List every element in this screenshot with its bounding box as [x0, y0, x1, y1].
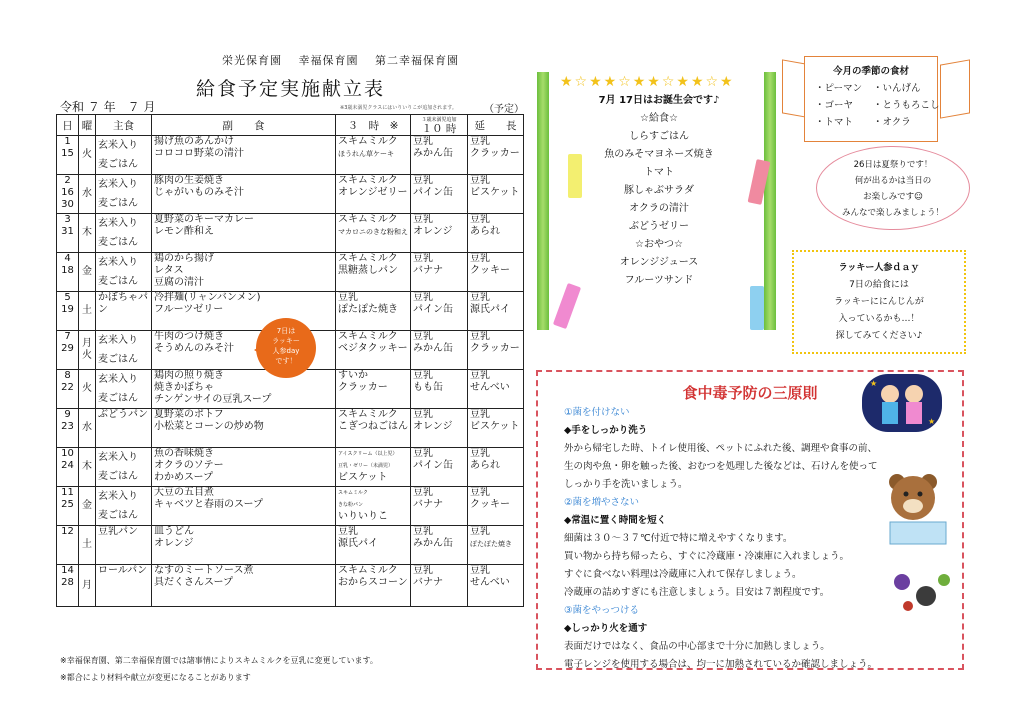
cell-staple: 玄米入り 麦ごはん [96, 214, 152, 253]
cell-side: 鶏肉の照り焼き 焼きかぼちゃ チンゲンサイの豆乳スープ [152, 370, 336, 409]
cell-staple: 玄米入り 麦ごはん [96, 253, 152, 292]
seasonal-ingredients [804, 56, 938, 142]
birthday-menu [561, 92, 757, 328]
cell-ten: 豆乳 パイン缶 [411, 175, 468, 214]
cell-extended: 豆乳 クッキー [468, 253, 524, 292]
table-row [57, 253, 524, 292]
table-row [57, 526, 524, 565]
cell-side: 冷拌麺(リャンバンメン) フルーツゼリー [152, 292, 336, 331]
nursery-names: 栄光保育園 幸福保育園 第二幸福保育園 [222, 54, 459, 67]
cell-ten: 豆乳 みかん缶 [411, 331, 468, 370]
header-under3: ３歳未満児追加 [421, 117, 457, 123]
rule-1-heading: ①菌を付けない [564, 407, 630, 418]
cell-ten: 豆乳 もも缶 [411, 370, 468, 409]
cell-date: 9 23 [57, 409, 79, 448]
header-date: 日 [57, 115, 79, 136]
cell-extended: 豆乳 せんべい [468, 565, 524, 607]
cell-snack3: スキムミルク マカロニのきな粉和え [336, 214, 411, 253]
cell-snack3: 豆乳 源氏パイ [336, 526, 411, 565]
cell-snack3: スキムミルク ほうれん草ケーキ [336, 136, 411, 175]
header-dow: 曜 [79, 115, 96, 136]
table-row [57, 136, 524, 175]
cell-extended: 豆乳 せんべい [468, 370, 524, 409]
season-item: ・オクラ [873, 117, 911, 128]
cell-dow: 月 火 [79, 331, 96, 370]
summer-festival-note [816, 146, 970, 230]
birthday-oyatsu-label: ☆おやつ☆ [635, 239, 683, 250]
cell-dow: 火 [79, 370, 96, 409]
month-label: 令和 ７ 年 ７ 月 [60, 100, 156, 114]
lucky-title: ラッキー人参ｄａｙ [838, 263, 920, 273]
cell-snack3: 豆乳 ぽたぽた焼き [336, 292, 411, 331]
rule-2-text: 買い物から持ち帰ったら、すぐに冷蔵庫・冷凍庫に入れましょう。 [564, 551, 850, 562]
rule-1-text: しっかり手を洗いましょう。 [564, 479, 688, 490]
rule-3-heading: ③菌をやっつける [564, 605, 640, 616]
cell-snack3: スキムミルク 黒糖蒸しパン [336, 253, 411, 292]
header-ten-label: １０ 時 [421, 123, 457, 135]
cell-side: 夏野菜のポトフ 小松菜とコーンの炒め物 [152, 409, 336, 448]
cell-dow: 木 [79, 448, 96, 487]
cell-staple: 玄米入り 麦ごはん [96, 175, 152, 214]
cell-date: 1 15 [57, 136, 79, 175]
cell-date: 10 24 [57, 448, 79, 487]
season-item: ・とうもろこし [873, 100, 940, 111]
cell-date: 5 19 [57, 292, 79, 331]
birthday-kyushoku-label: ☆給食☆ [640, 113, 678, 124]
cell-dow: 木 [79, 214, 96, 253]
cell-dow: 水 [79, 175, 96, 214]
lucky-line: 入っているかも…！ [838, 314, 920, 324]
rule-2-text: 冷蔵庫の詰めすぎにも注意しましょう。目安は７割程度です。 [564, 587, 830, 598]
birthday-item: ぶどうゼリー [629, 221, 689, 232]
rule-1-text: 生の肉や魚・卵を触った後、おむつを処理した後などは、石けんを使って [564, 461, 878, 472]
birthday-snack: オレンジジュース [619, 257, 699, 268]
cell-side: 揚げ魚のあんかけ コロコロ野菜の清汁 [152, 136, 336, 175]
cell-dow: 土 [79, 292, 96, 331]
cell-staple: 豆乳パン [96, 526, 152, 565]
cell-side: 夏野菜のキーマカレー レモン酢和え [152, 214, 336, 253]
rule-1-text: 外から帰宅した時、トイレ使用後、ペットにふれた後、調理や食事の前、 [564, 443, 878, 454]
cell-date: 8 22 [57, 370, 79, 409]
lucky-carrot-day [792, 250, 966, 354]
header-staple: 主食 [96, 115, 152, 136]
page-title: 給食予定実施献立表 [196, 78, 386, 100]
cell-dow: 火 [79, 136, 96, 175]
cell-extended: 豆乳 ぽたぽた焼き [468, 526, 524, 565]
germs-icon [886, 568, 956, 616]
cell-extended: 豆乳 源氏パイ [468, 292, 524, 331]
cell-extended: 豆乳 あられ [468, 448, 524, 487]
cell-extended: 豆乳 あられ [468, 214, 524, 253]
cell-ten: 豆乳 パイン缶 [411, 448, 468, 487]
bamboo-left [537, 72, 549, 330]
table-row [57, 487, 524, 526]
cell-staple: ロールパン [96, 565, 152, 607]
rule-2-text: 細菌は３０～３７℃付近で特に増えやすくなります。 [564, 533, 793, 544]
festival-line: お楽しみです☺ [863, 192, 923, 202]
festival-line: 何が出るかは当日の [854, 176, 932, 186]
table-row [57, 175, 524, 214]
cell-extended: 豆乳 クラッカー [468, 331, 524, 370]
table-row [57, 448, 524, 487]
header-ten [411, 115, 468, 136]
cell-staple: ぶどうパン [96, 409, 152, 448]
cell-dow: 水 [79, 409, 96, 448]
cell-snack3: スキムミルク きな粉パン いりいりこ [336, 487, 411, 526]
cell-extended: 豆乳 クラッカー [468, 136, 524, 175]
cell-ten: 豆乳 みかん缶 [411, 526, 468, 565]
cell-snack3: すいか クラッカー [336, 370, 411, 409]
cell-date: 3 31 [57, 214, 79, 253]
cell-staple: かぼちゃパン [96, 292, 152, 331]
header-extended: 延 長 [468, 115, 524, 136]
cell-side: 皿うどん オレンジ [152, 526, 336, 565]
callout-line: 7日は [276, 327, 296, 335]
cell-snack3: スキムミルク ベジタクッキー [336, 331, 411, 370]
cell-snack3: スキムミルク おからスコーン [336, 565, 411, 607]
table-row [57, 565, 524, 607]
rule-1-subheading: ◆手をしっかり洗う [564, 425, 648, 436]
tanabata-couple-icon [862, 374, 942, 432]
banner-ribbon-right [940, 59, 970, 118]
rule-3-text: 電子レンジを使用する場合は、均一に加熱されているか確認しましょう。 [564, 659, 878, 670]
birthday-item: しらすごはん [629, 131, 689, 142]
season-item: ・ゴーヤ [815, 100, 854, 111]
rule-3-text: 表面だけではなく、食品の中心部まで十分に加熱しましょう。 [564, 641, 830, 652]
birthday-items [561, 128, 757, 236]
table-row [57, 214, 524, 253]
cell-snack3: スキムミルク オレンジゼリー [336, 175, 411, 214]
cell-extended: 豆乳 ビスケット [468, 409, 524, 448]
cell-staple: 玄米入り 麦ごはん [96, 370, 152, 409]
table-row [57, 409, 524, 448]
birthday-title: 7月 17日はお誕生会です♪ [598, 95, 720, 106]
lucky-line: 探してみてください♪ [835, 331, 923, 341]
cell-side: 魚の香味焼き オクラのソテー わかめスープ [152, 448, 336, 487]
lucky-line: ラッキーににんじんが [834, 297, 924, 307]
festival-line: みんなで楽しみましょう！ [841, 208, 944, 218]
cell-staple: 玄米入り 麦ごはん [96, 331, 152, 370]
festival-line: 26日は夏祭りです！ [853, 160, 933, 170]
cell-extended: 豆乳 クッキー [468, 487, 524, 526]
birthday-snacks [561, 254, 757, 290]
hygiene-title: 食中毒予防の三原則 [682, 384, 818, 402]
cell-ten: 豆乳 オレンジ [411, 214, 468, 253]
header-snack3: ３ 時 ※ [336, 115, 411, 136]
cell-staple: 玄米入り 麦ごはん [96, 136, 152, 175]
cell-date: 7 29 [57, 331, 79, 370]
lucky-day-callout [256, 318, 316, 378]
small-note: ※3歳未満児クラスにはいりいりこが追加されます。 [340, 105, 457, 111]
header-side: 副 食 [152, 115, 336, 136]
cell-side: 豚肉の生姜焼き じゃがいものみそ汁 [152, 175, 336, 214]
cell-date: 11 25 [57, 487, 79, 526]
cell-dow: 金 [79, 253, 96, 292]
callout-line: です！ [275, 357, 297, 365]
cell-extended: 豆乳 ビスケット [468, 175, 524, 214]
season-title: 今月の季節の食材 [832, 66, 909, 77]
birthday-snack: フルーツサンド [624, 275, 694, 286]
cell-staple: 玄米入り 麦ごはん [96, 448, 152, 487]
cell-dow: 土 [79, 526, 96, 565]
rule-2-text: すぐに食べない料理は冷蔵庫に入れて保存しましょう。 [564, 569, 802, 580]
cell-side: 牛肉のつけ焼き そうめんのみそ汁 [152, 331, 336, 370]
cell-ten: 豆乳 オレンジ [411, 409, 468, 448]
cell-ten: 豆乳 バナナ [411, 253, 468, 292]
rule-2-heading: ②菌を増やさない [564, 497, 640, 508]
cell-snack3: アイスクリーム（以上児） 豆乳・ゼリー（未満児） ビスケット [336, 448, 411, 487]
svg-text:★: ★ [870, 379, 878, 388]
cell-ten: 豆乳 パイン缶 [411, 292, 468, 331]
cell-date: 12 [57, 526, 79, 565]
bamboo-right [764, 72, 776, 330]
season-item: ・いんげん [873, 83, 921, 94]
cell-ten: 豆乳 バナナ [411, 565, 468, 607]
cell-date: 4 18 [57, 253, 79, 292]
cell-snack3: スキムミルク こぎつねごはん [336, 409, 411, 448]
cell-dow: 金 [79, 487, 96, 526]
birthday-item: 豚しゃぶサラダ [624, 185, 694, 196]
star-decoration-icon: ★☆★★☆★★☆★★☆★ [560, 74, 735, 90]
cell-ten: 豆乳 みかん缶 [411, 136, 468, 175]
bear-washing-hands-icon [882, 468, 952, 548]
birthday-item: トマト [644, 167, 674, 178]
lucky-line: 7日の給食には [849, 280, 909, 290]
season-item: ・トマト [815, 117, 854, 128]
footnote-2: ※都合により材料や献立が変更になることがあります [60, 673, 251, 682]
rule-2-subheading: ◆常温に置く時間を短く [564, 515, 667, 526]
cell-date: 2 16 30 [57, 175, 79, 214]
callout-line: 人参day [272, 347, 300, 355]
cell-ten: 豆乳 バナナ [411, 487, 468, 526]
birthday-item: 魚のみそマヨネーズ焼き [604, 149, 714, 160]
birthday-item: オクラの清汁 [629, 203, 689, 214]
cell-date: 14 28 [57, 565, 79, 607]
cell-dow: 月 [79, 565, 96, 607]
season-item: ・ピーマン [815, 83, 863, 94]
food-poisoning-prevention [536, 370, 964, 670]
callout-line: ラッキー [272, 337, 300, 345]
yotei-label: （予定） [484, 104, 524, 115]
cell-staple: 玄米入り 麦ごはん [96, 487, 152, 526]
cell-side: 鶏のから揚げ レタス 豆腐の清汁 [152, 253, 336, 292]
rule-3-subheading: ◆しっかり火を通す [564, 623, 648, 634]
cell-side: なすのミートソース煮 具だくさんスープ [152, 565, 336, 607]
cell-side: 大豆の五目煮 キャベツと春雨のスープ [152, 487, 336, 526]
footnote-1: ※幸福保育園、第二幸福保育園では諸事情によりスキムミルクを豆乳に変更しています。 [60, 656, 378, 665]
svg-text:★: ★ [928, 417, 936, 426]
